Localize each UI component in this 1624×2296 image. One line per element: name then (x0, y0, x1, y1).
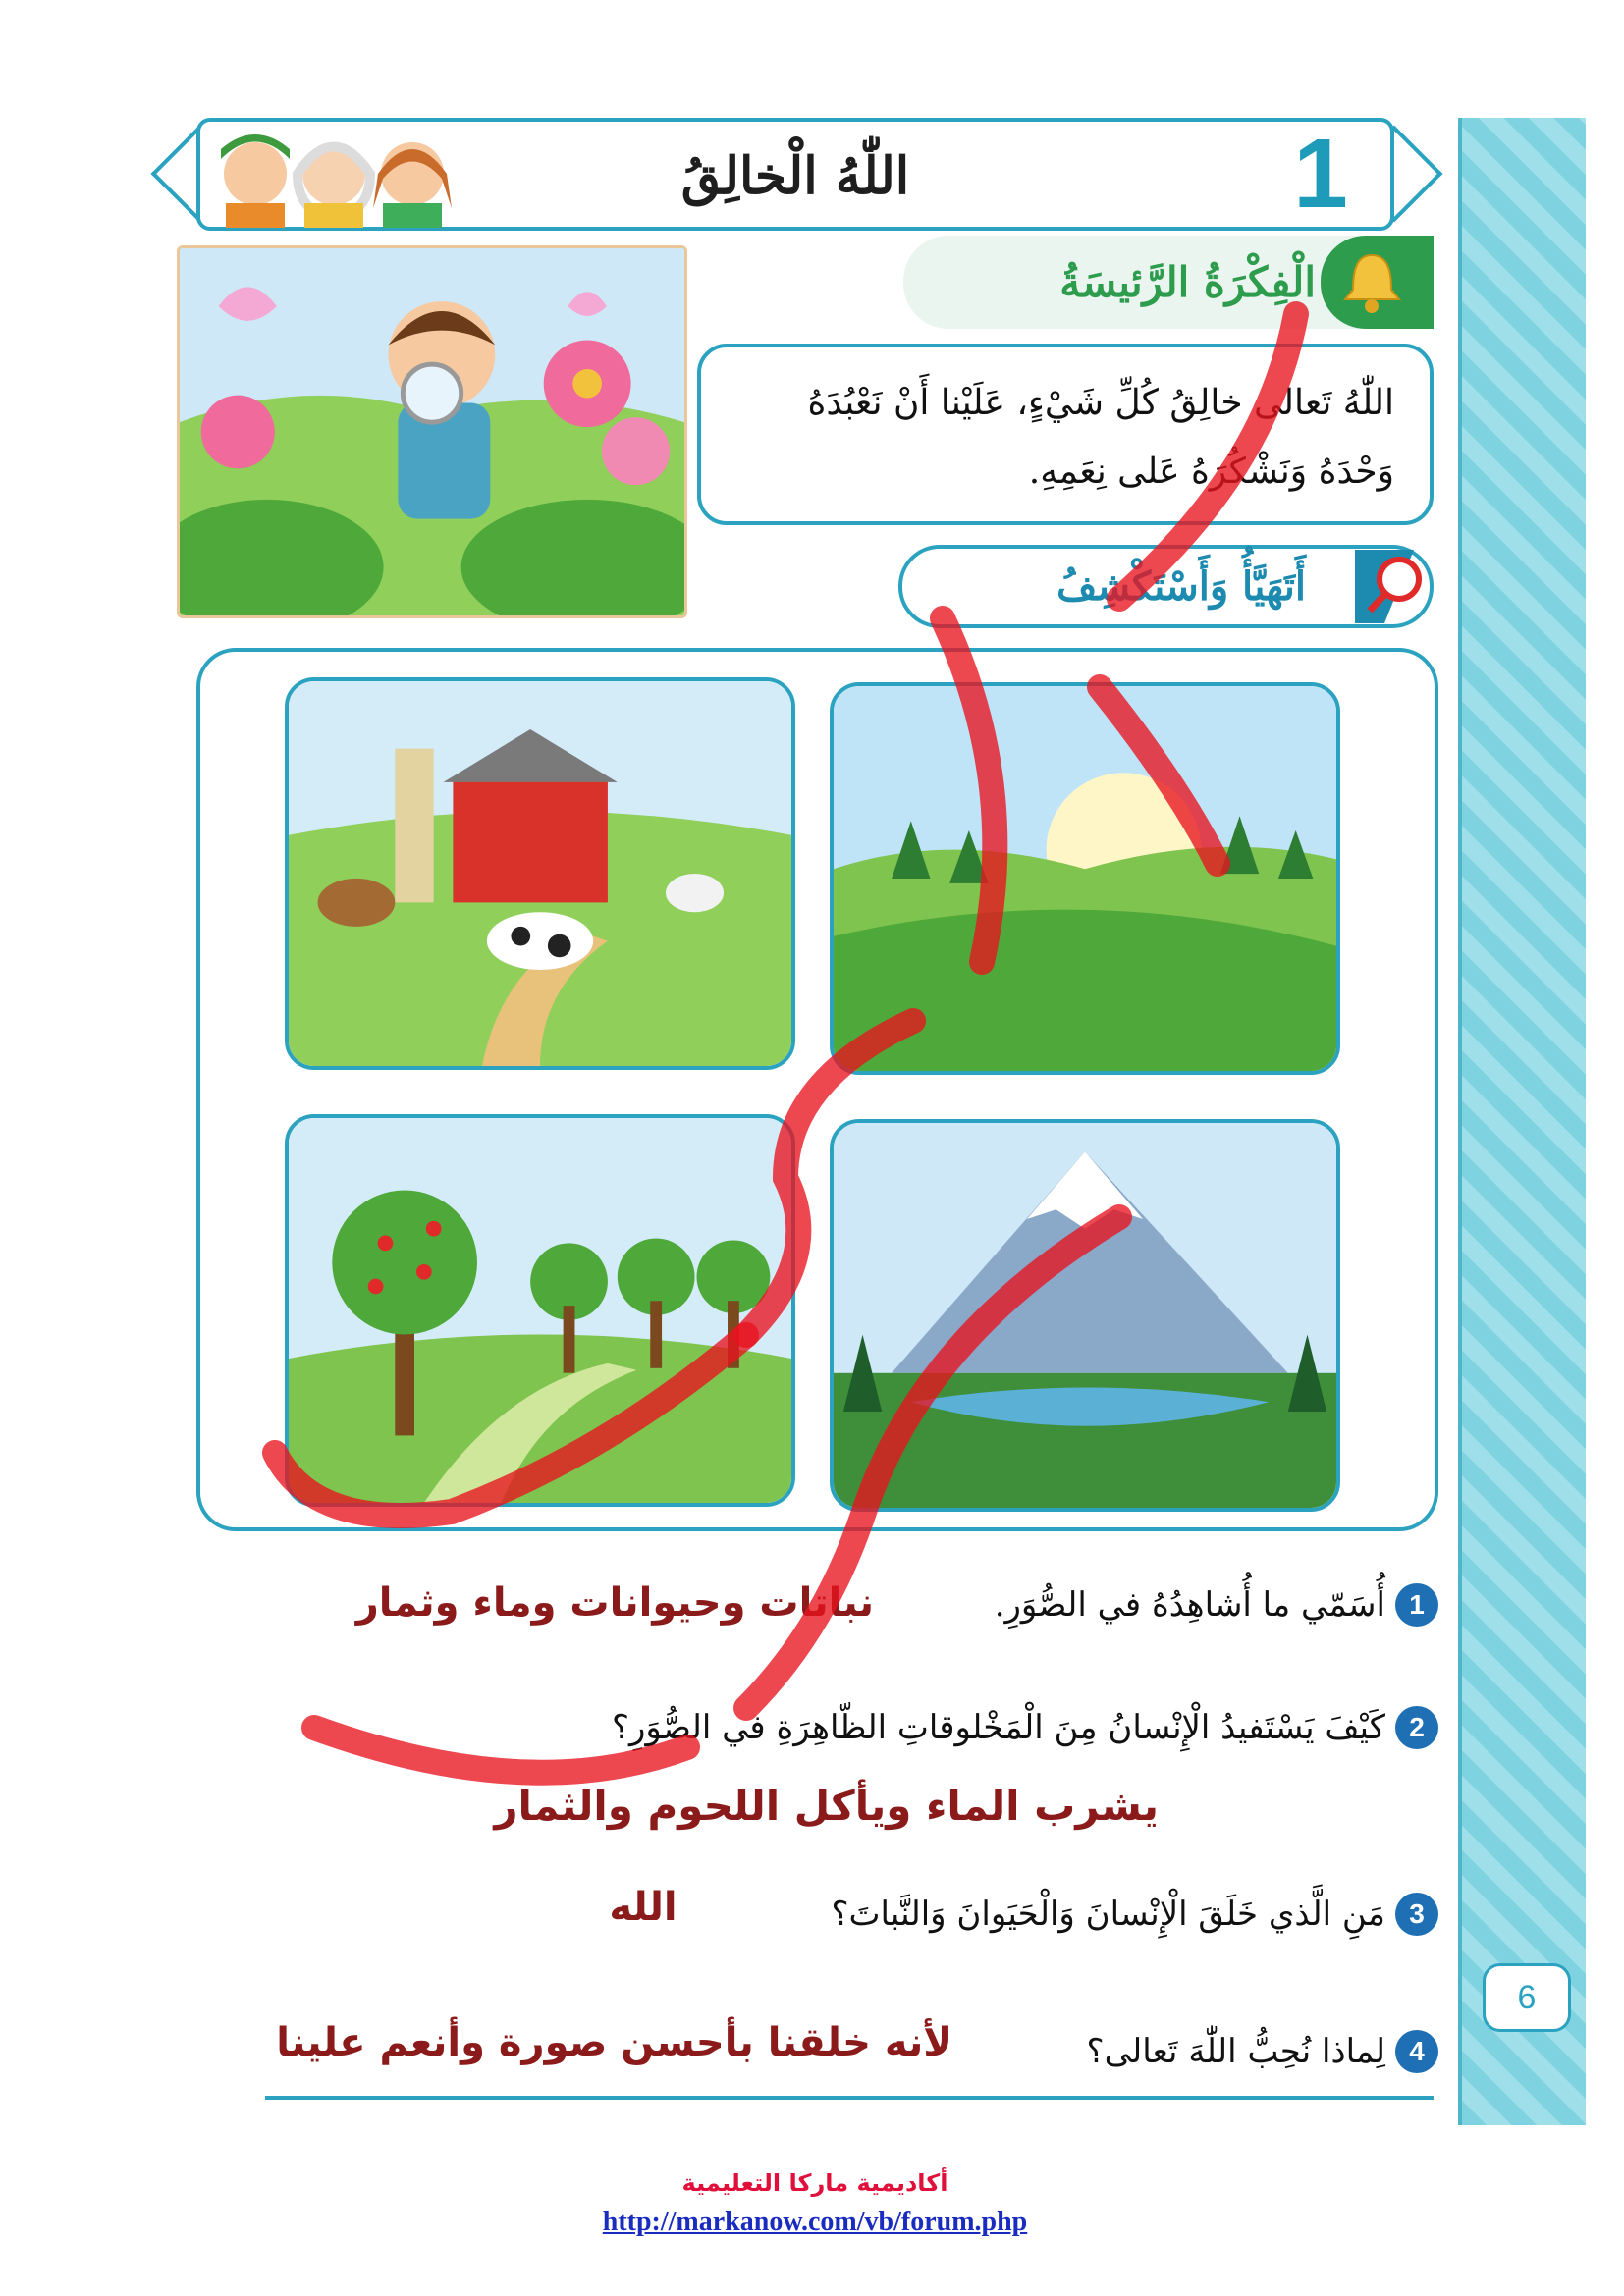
question-4-text: لِماذا نُحِبُّ اللّٰهَ تَعالى؟ (1086, 2032, 1385, 2071)
explore-title: أَتَهَيَّأُ وَأَسْتَكْشِفُ (1056, 563, 1306, 610)
question-3-number: 3 (1395, 1893, 1438, 1936)
bell-icon (1335, 245, 1409, 319)
apple-trees-picture (285, 1114, 795, 1507)
main-idea-box (697, 344, 1434, 525)
meadow-sunrise-picture (830, 682, 1340, 1075)
question-1-number: 1 (1395, 1583, 1438, 1627)
question-2-text: كَيْفَ يَسْتَفيدُ الْإِنْسانُ مِنَ الْمَخْلوقاتِ الظّاهِرَةِ في الصُّوَرِ؟ (611, 1708, 1385, 1747)
children-illustration (201, 120, 466, 228)
answer-2: يشرب الماء ويأكل اللحوم والثمار (494, 1782, 1159, 1830)
lesson-number: 1 (1293, 119, 1348, 229)
main-idea-text: اللّٰهُ تَعالى خالِقُ كُلِّ شَيْءٍ، عَلَيْنا أَنْ نَعْبُدَهُ وَحْدَهُ وَنَشْكُرَهُ عَلى نِعَمِهِ. (807, 383, 1394, 492)
farm-animals-picture (285, 677, 795, 1070)
question-4 (987, 2017, 1438, 2086)
question-2 (540, 1693, 1438, 1762)
mountain-lake-picture (830, 1119, 1340, 1512)
footer-title: أكاديمية ماركا التعليمية (681, 2169, 948, 2197)
magnifier-icon (1355, 550, 1429, 623)
question-3-text: مَنِ الَّذي خَلَقَ الْإِنْسانَ وَالْحَيَوانَ وَالنَّباتَ؟ (831, 1895, 1385, 1934)
lesson-title: اللّٰهُ الْخالِقُ (680, 146, 910, 206)
answer-1: نباتات وحيوانات وماء وثمار (355, 1580, 874, 1626)
page-number: 6 (1483, 1963, 1571, 2032)
answer-3: الله (609, 1885, 677, 1930)
question-4-number: 4 (1395, 2030, 1438, 2073)
main-idea-title: الْفِكْرَةُ الرَّئيسَةُ (1059, 258, 1316, 306)
footer-link[interactable]: http://markanow.com/vb/forum.php (602, 2207, 1028, 2237)
decorative-side-strip (1458, 118, 1586, 2125)
boy-with-magnifier-image (177, 245, 687, 618)
bottom-divider (265, 2096, 1434, 2100)
question-2-number: 2 (1395, 1706, 1438, 1749)
answer-4: لأنه خلقنا بأحسن صورة وأنعم علينا (276, 2020, 952, 2065)
question-1 (884, 1571, 1438, 1639)
question-3 (717, 1880, 1438, 1949)
question-1-text: أُسَمّي ما أُشاهِدُهُ في الصُّوَرِ. (994, 1585, 1385, 1625)
